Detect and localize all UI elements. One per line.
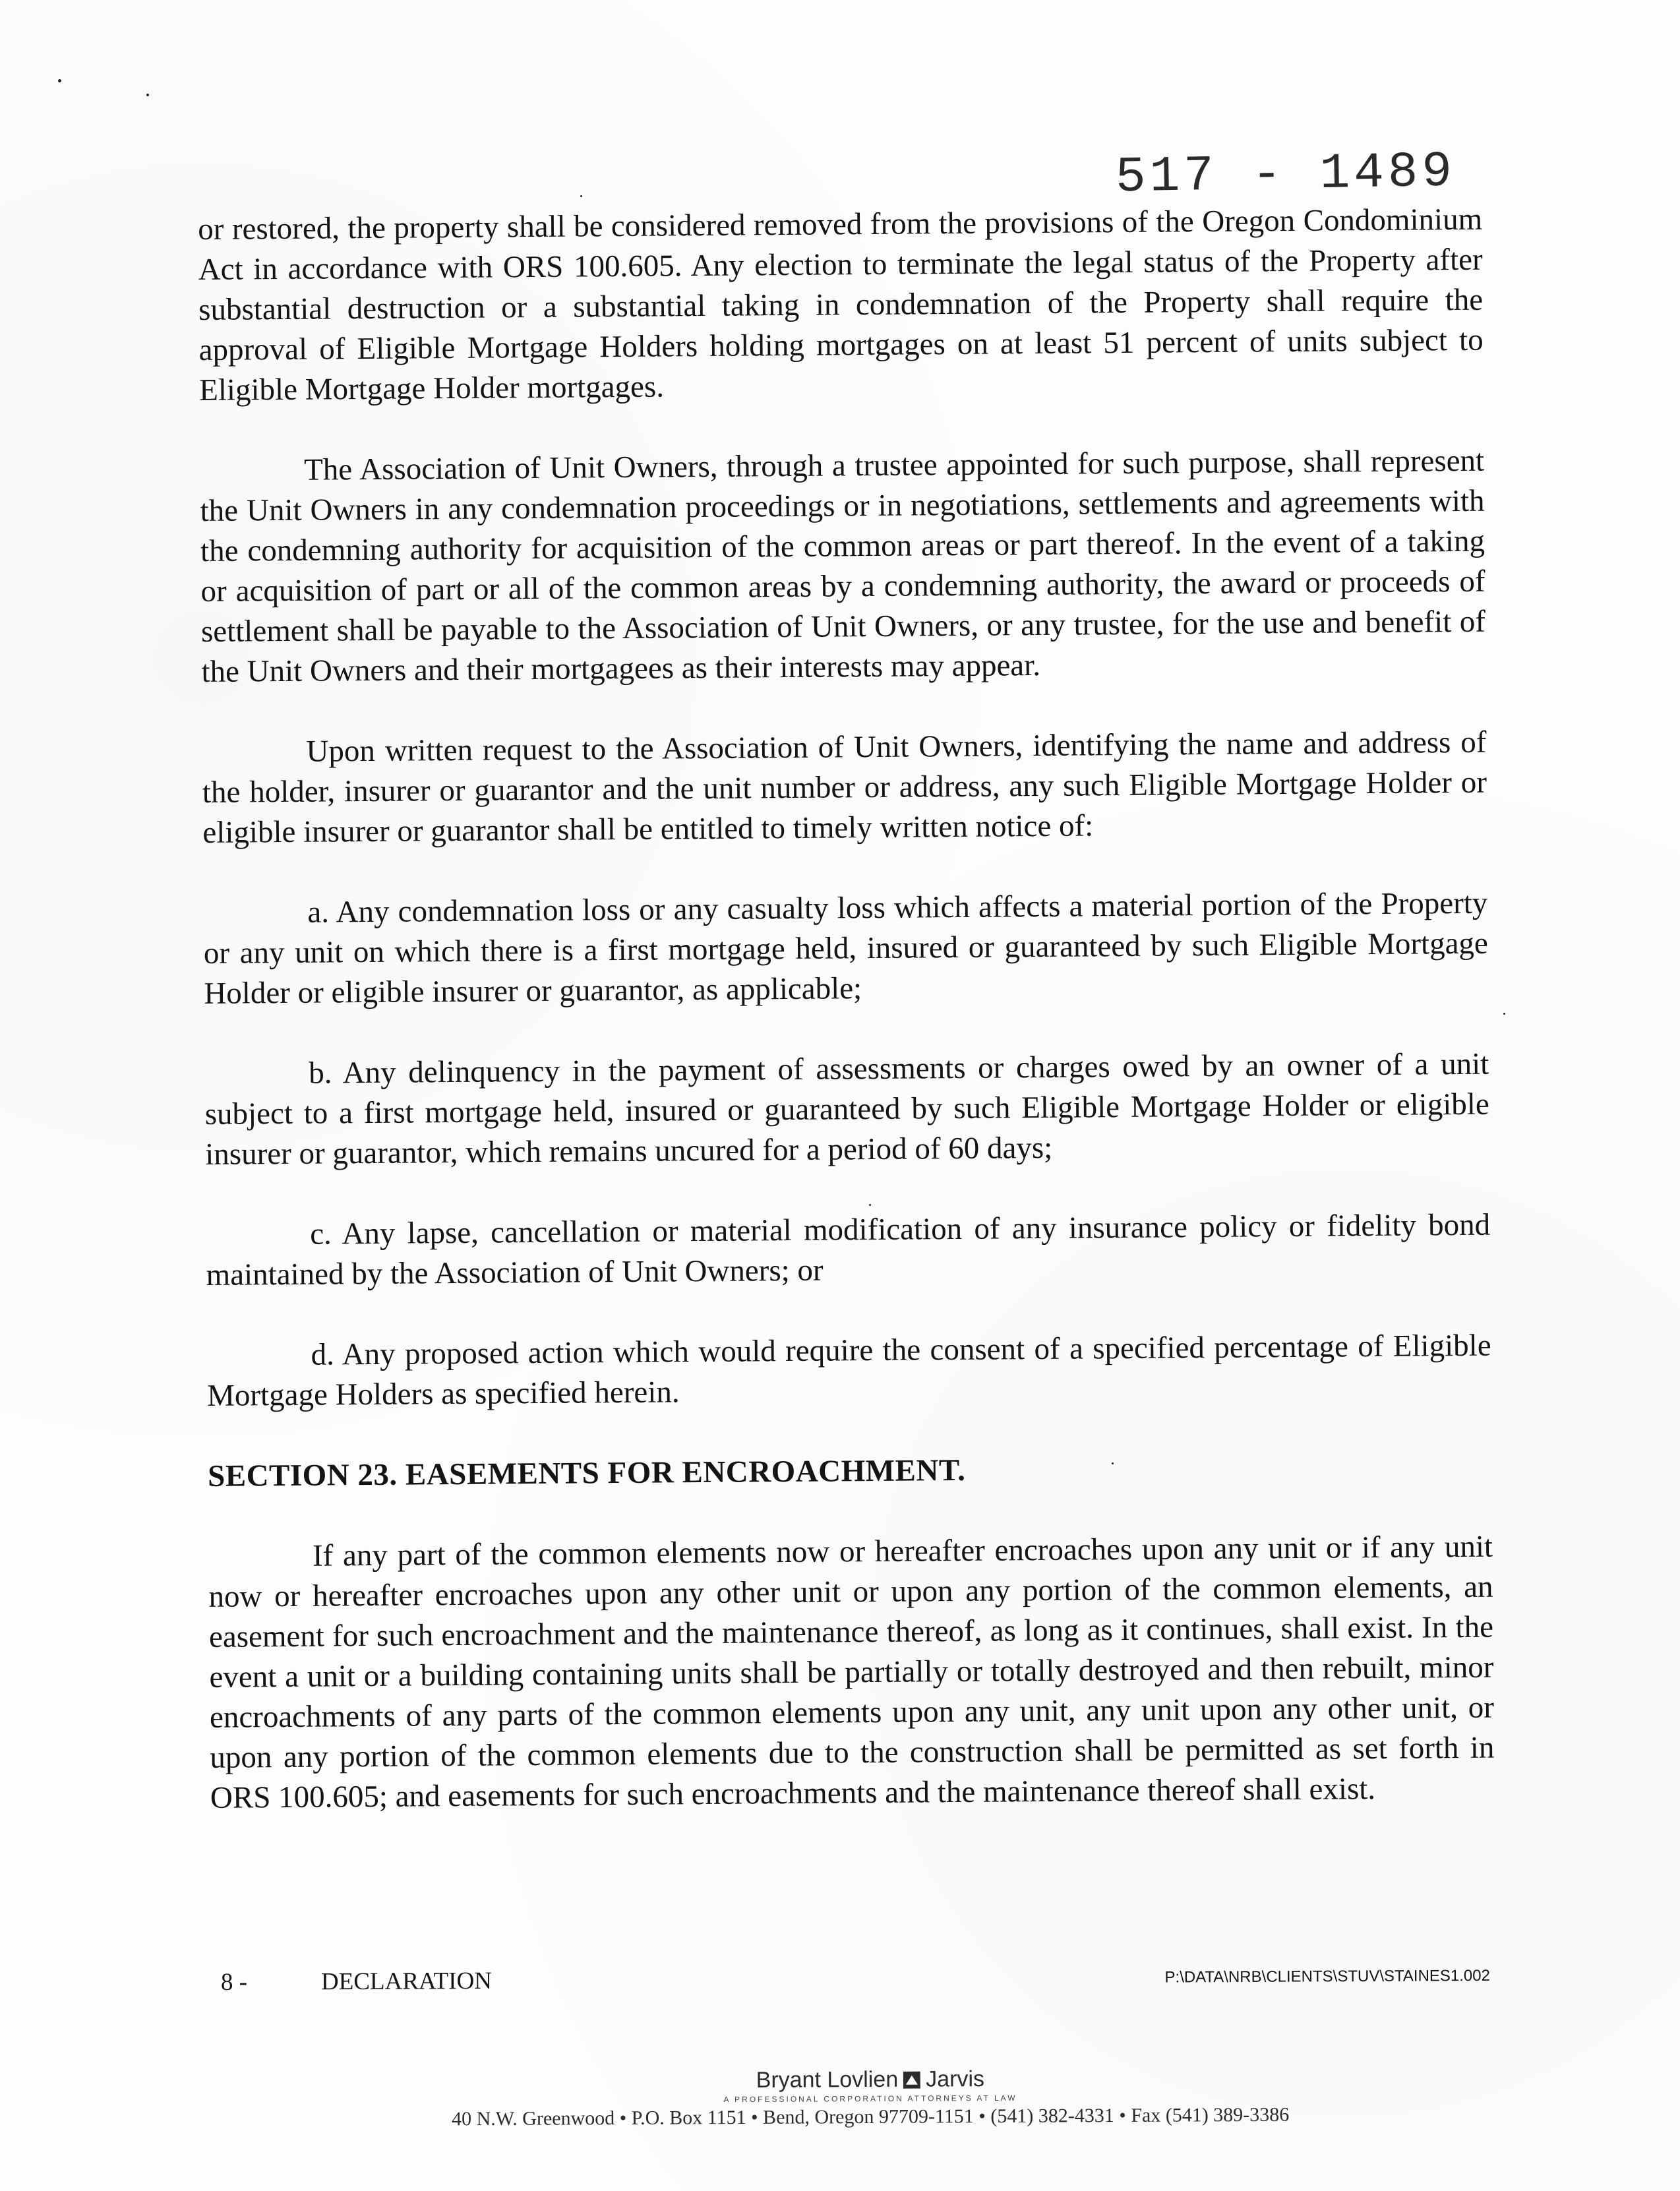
paragraph-notice-request: Upon written request to the Association of Unit Owners, identifying the name and address of the holder, insurer or guarantor and the unit number or address, any such Eligible Mortgage Holder or eligible insurer or guarantor shall be entitled to timely written notice of: [202,725,1487,850]
firm-logo-icon [903,2071,920,2088]
firm-name [369,2064,1371,2095]
notice-item-d: d. Any proposed action which would require the consent of a specified percentage of Eligible Mortgage Holders as specified herein. [206,1328,1491,1413]
recording-number: 517 - 1489 [1115,143,1456,206]
document-name: DECLARATION [320,1967,493,1996]
file-path: P:\DATA\NRB\CLIENTS\STUV\STAINES1.002 [1164,1966,1491,1987]
section-heading: SECTION 23. EASEMENTS FOR ENCROACHMENT. [207,1453,966,1493]
page-footer [221,1962,1490,2008]
page-number: 8 - [220,1968,248,1996]
firm-name-right: Jarvis [926,2066,985,2092]
notice-item-a: a. Any condemnation loss or any casualty loss which affects a material portion of the Property or any unit on which there is a first mortgage held, insured or guaranteed by such Eligible Mortgage Holder or eligible insurer or guarantor, as applicable; [203,885,1489,1011]
notice-item-b: b. Any delinquency in the payment of assessments or charges owed by an owner of a unit subject to a first mortgage held, insured or guaranteed by such Eligible Mortgage Holder or eligible insurer or guarantor, which remains uncured for a period of 60 days; [204,1046,1489,1172]
law-firm-letterhead [369,2064,1371,2131]
document-body [198,200,1495,1818]
paragraph-condemnation: The Association of Unit Owners, through a trustee appointed for such purpose, shall represent the Unit Owners in any condemnation proceedings or in negotiations, settlements and agreements with the condemning authority for acquisition of the common areas or part thereof. In the event of a taking or acquisition of part or all of the common areas by a condemning authority, the award or proceeds of settlement shall be payable to the Association of Unit Owners, or any trustee, for the use and benefit of the Unit Owners and their mortgagees as their interests may appear. [200,443,1486,689]
firm-name-left: Bryant Lovlien [756,2066,899,2093]
paragraph-continued: or restored, the property shall be considered removed from the provisions of the Oregon Condominium Act in accordance with ORS 100.605. Any election to terminate the legal status of the Property after substantial destruction or a substantial taking in condemnation of the Property shall require the approval of Eligible Mortgage Holders holding mortgages on at least 51 percent of units subject to Eligible Mortgage Holder mortgages. [198,202,1484,407]
firm-tagline: A PROFESSIONAL CORPORATION ATTORNEYS AT LAW [723,2093,1017,2105]
notice-item-c: c. Any lapse, cancellation or material modification of any insurance policy or fidelity bond maintained by the Association of Unit Owners; or [206,1207,1491,1292]
section-paragraph: If any part of the common elements now or hereafter encroaches upon any unit or if any unit now or hereafter encroaches upon any other unit or upon any portion of the common elements, an easement for such encroachment and the maintenance thereof, as long as it continues, shall exist. In the event a unit or a building containing units shall be partially or totally destroyed and then rebuilt, minor encroachments of any parts of the common elements upon any unit, any unit upon any other unit, or upon any portion of the common elements due to the construction shall be permitted as set forth in ORS 100.605; and easements for such encroachments and the maintenance thereof shall exist. [208,1529,1495,1815]
firm-address: 40 N.W. Greenwood • P.O. Box 1151 • Bend, Oregon 97709-1151 • (541) 382-4331 • Fax (541) 389-3386 [451,2103,1290,2130]
